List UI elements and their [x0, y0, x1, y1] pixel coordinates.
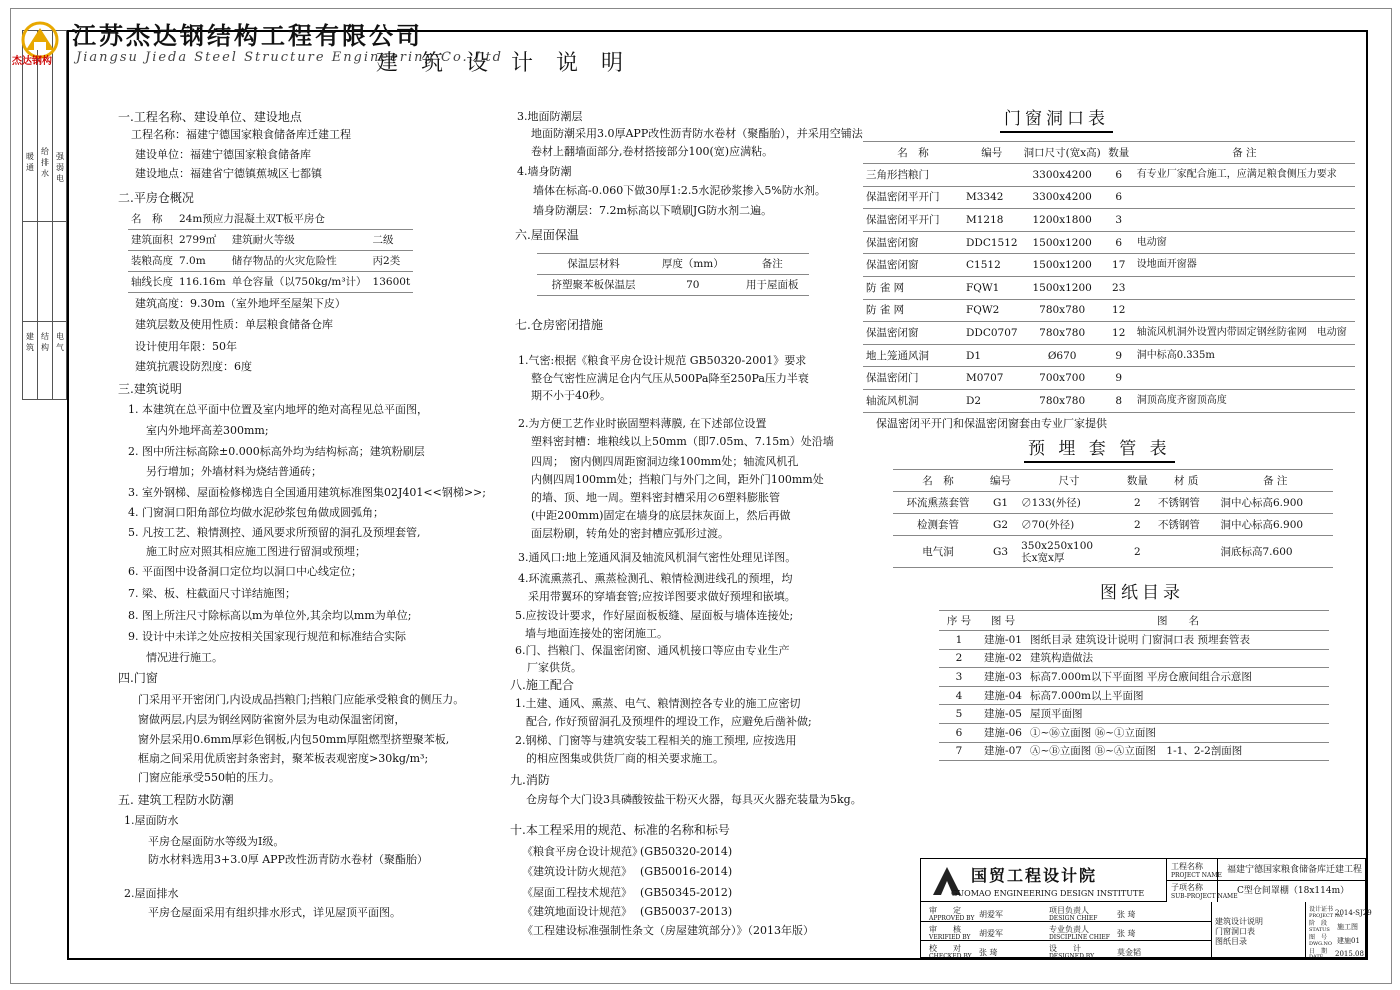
table-cell: 9 [1104, 367, 1134, 390]
table-cell: 建筑面积 [128, 229, 176, 250]
strip-label: 给排水 [41, 147, 49, 178]
signer: 张 琦 [979, 948, 998, 957]
signer: 张 琦 [1117, 929, 1136, 938]
label-en: DWG.NO [1309, 941, 1333, 947]
table-header: 序 号 [939, 611, 979, 631]
table-cell: 不锈钢管 [1155, 492, 1218, 514]
table-cell: 三角形挡粮门 [863, 164, 963, 187]
section-heading: 五. 建筑工程防水防潮 [118, 793, 234, 807]
table-cell: D2 [963, 389, 1021, 412]
table-cell: 洞中心标高6.900 [1218, 514, 1334, 536]
table-cell: 700x700 [1021, 367, 1104, 390]
label: 审 定 [929, 906, 961, 915]
text-line: 内侧四周100mm处；挡粮门与外门之间，距外门100mm处 [531, 473, 824, 486]
section-heading: 二.平房仓概况 [118, 191, 194, 205]
left-sign-strip [22, 30, 67, 400]
table-cell: DDC0707 [963, 322, 1021, 345]
label: 子项名称 [1171, 883, 1203, 892]
text-line: 6.门、挡粮门、保温密闭窗、通风机接口等应由专业生产 [515, 644, 790, 657]
text-line: 四周； 窗内侧四周距窗洞边缘100mm处；轴流风机孔 [531, 455, 799, 468]
label: 专业负责人 [1049, 925, 1089, 934]
table-cell: G3 [983, 536, 1018, 568]
table-header: 保温层材料 [537, 254, 650, 275]
text-line: 防水材料选用3+3.0厚 APP改性沥青防水卷材（聚酯胎） [148, 853, 428, 866]
table-header: 备 注 [1218, 470, 1334, 492]
table-cell: 设地面开窗器 [1134, 254, 1355, 277]
table-cell: 7.0m [176, 250, 229, 271]
signer: 张 琦 [1117, 910, 1136, 919]
table-cell: 6 [1104, 231, 1134, 254]
overview-table [128, 209, 413, 293]
table-cell: 1200x1800 [1021, 209, 1104, 232]
text-line: 1.屋面防水 [124, 814, 179, 827]
door-table-note: 保温密闭平开门和保温密闭窗套由专业厂家提供 [876, 417, 1107, 430]
text-line: 厂家供货。 [527, 661, 582, 674]
table-cell: 2 [939, 649, 979, 668]
table-row [939, 705, 1329, 724]
table-cell: 2799㎡ [176, 229, 229, 250]
text-line: 2. 图中所注标高除±0.000标高外均为结构标高；建筑粉刷层 [128, 445, 425, 458]
text-line: 另行增加；外墙材料为烧结普通砖； [146, 465, 322, 478]
table-cell: 丙2类 [370, 250, 414, 271]
text-line: 配合, 作好预留洞孔及预埋件的埋设工作，应避免后凿补做; [526, 715, 812, 728]
table-row [939, 649, 1329, 668]
table-cell: ①~⑯立面图 ⑯~①立面图 [1027, 723, 1329, 742]
table-cell: 保温密闭窗 [863, 231, 963, 254]
text-line: 4.环流熏蒸孔、熏蒸检测孔、粮情检测进线孔的预埋，均 [518, 572, 793, 585]
section-heading: 3.地面防潮层 [517, 110, 583, 123]
text-line: 2.为方便工艺作业时嵌固塑料薄膜, 在下述部位设置 [518, 417, 767, 430]
text-line: 墙与地面连接处的密闭施工。 [525, 627, 668, 640]
standard-name: 《工程建设标准强制性条文（房屋建筑部分）》（2013年版） [522, 924, 814, 937]
label: 图 号 [1309, 934, 1328, 941]
table-cell: 保温密闭平开门 [863, 209, 963, 232]
label-en: PROJECT No. [1309, 913, 1344, 919]
signer: 胡爱军 [979, 910, 1003, 919]
table-cell: G1 [983, 492, 1018, 514]
standard-code: (GB50016-2014) [640, 865, 733, 878]
insulation-table [537, 253, 809, 296]
table-cell: 12 [1104, 299, 1134, 322]
signer: 莫金韬 [1117, 948, 1141, 957]
table-cell: 标高7.000m以上平面图 [1027, 686, 1329, 705]
text-line: 室内外地坪高差300mm; [146, 424, 269, 437]
section-heading: 一.工程名称、建设单位、建设地点 [118, 110, 302, 124]
section-heading: 六.屋面保温 [515, 228, 579, 242]
table-cell: ∅133(外径) [1018, 492, 1120, 514]
label: 审 核 [929, 925, 961, 934]
table-cell: 23 [1104, 276, 1134, 299]
table-cell [1018, 536, 1120, 568]
table-row [939, 742, 1329, 761]
page-title: 建 筑 设 计 说 明 [376, 51, 631, 76]
table-cell: 70 [650, 275, 735, 296]
strip-label: 强弱电 [56, 152, 64, 183]
table-cell: 6 [1104, 164, 1134, 187]
strip-label: 建筑 [26, 332, 34, 352]
table-row [863, 276, 1355, 299]
table-header: 备 注 [1134, 142, 1355, 164]
table-cell: 3300x4200 [1021, 186, 1104, 209]
text-line: 4. 门窗洞口阳角部位均做水泥砂浆包角做成圆弧角； [128, 506, 384, 519]
text-line: 建筑高度：9.30m（室外地坪至屋架下皮） [135, 297, 346, 310]
table-cell: 780x780 [1021, 389, 1104, 412]
table-cell: 建施-04 [979, 686, 1027, 705]
table-row [863, 367, 1355, 390]
table-cell: 4 [939, 686, 979, 705]
table-header: 数量 [1120, 470, 1155, 492]
table-cell: FQW1 [963, 276, 1021, 299]
title-block [920, 858, 1372, 960]
drawing-no: 建施01 [1337, 937, 1360, 945]
project-no: 2014-SJ29 [1335, 909, 1372, 917]
table-cell: 屋顶平面图 [1027, 705, 1329, 724]
text-line: 5. 凡按工艺、粮情测控、通风要求所预留的洞孔及预埋套管, [128, 526, 421, 539]
date: 2015.08 [1335, 950, 1364, 958]
label: 阶 段 [1309, 920, 1328, 927]
table-cell: 17 [1104, 254, 1134, 277]
table-cell: 建筑耐火等级 [229, 229, 370, 250]
label: 校 对 [929, 944, 961, 953]
table-cell [1134, 209, 1355, 232]
pipe-sleeve-table [893, 469, 1333, 568]
strip-label: 结构 [41, 332, 49, 352]
section-heading: 三.建筑说明 [118, 382, 182, 396]
table-cell: 建施-07 [979, 742, 1027, 761]
section-heading: 八.施工配合 [510, 678, 574, 692]
table-cell: 建施-05 [979, 705, 1027, 724]
text-line: 期不小于40秒。 [531, 389, 611, 402]
table-header: 名 称 [893, 470, 983, 492]
table-cell: 防 雀 网 [863, 276, 963, 299]
institute-name: 国贸工程设计院 [971, 866, 1098, 885]
table-cell: 建施-01 [979, 631, 1027, 650]
table-header: 数量 [1104, 142, 1134, 164]
drawing-content: 图纸目录 [1215, 937, 1247, 946]
table-cell [1134, 299, 1355, 322]
drawing-index-table [939, 610, 1329, 761]
table-cell: FQW2 [963, 299, 1021, 322]
text-line: 窗做两层,内层为钢丝网防雀窗外层为电动保温密闭窗， [138, 713, 406, 726]
label-en: APPROVED BY [929, 915, 975, 922]
text-line: 9. 设计中未详之处应按相关国家现行规范和标准结合实际 [128, 630, 406, 643]
text-line: 地面防潮采用3.0厚APP改性沥青防水卷材（聚酯胎），并采用空铺法 [531, 127, 863, 140]
table-cell: 防 雀 网 [863, 299, 963, 322]
table-row [863, 389, 1355, 412]
text-line: 3.通风口:地上笼通风洞及轴流风机洞气密性处理见详图。 [518, 551, 797, 564]
institute-name-en: GUOMAO ENGINEERING DESIGN INSTITUTE [951, 889, 1145, 898]
table-cell [1134, 276, 1355, 299]
table-cell: Ø670 [1021, 344, 1104, 367]
label: 日 期 [1309, 948, 1328, 955]
text-line: 施工时应对照其相应施工图进行留洞或预埋； [146, 545, 366, 558]
table-cell: 环流熏蒸套管 [893, 492, 983, 514]
text-line: 1. 本建筑在总平面中位置及室内地坪的绝对高程见总平面图， [128, 403, 428, 416]
table-cell: 1 [939, 631, 979, 650]
text-line: 面层粉刷，转角处的密封槽应弧形过渡。 [531, 527, 729, 540]
table-cell: 1500x1200 [1021, 231, 1104, 254]
table-cell [963, 164, 1021, 187]
standard-name: 《建筑地面设计规范》 [522, 905, 632, 918]
text-line: 采用带翼环的穿墙套管;应按详图要求做好预埋和嵌填。 [528, 590, 796, 603]
table-row [863, 254, 1355, 277]
text-line: 7. 梁、板、柱截面尺寸详结施图； [128, 587, 296, 600]
table-cell: 保温密闭窗 [863, 254, 963, 277]
table-cell: 名 称 [128, 209, 176, 229]
drawing-index-title: 图纸目录 [1100, 583, 1184, 603]
text-line: 塑料密封槽：堆粮线以上50mm（即7.05m、7.15m）处沿墙 [531, 435, 834, 448]
table-cell: 标高7.000m以下平面图 平房仓廒间组合示意图 [1027, 668, 1329, 687]
table-cell: 地上笼通风洞 [863, 344, 963, 367]
table-cell: 3300x4200 [1021, 164, 1104, 187]
table-cell: 保温密闭平开门 [863, 186, 963, 209]
text-line: 框扇之间采用优质密封条密封，聚苯板表观密度>30kg/m³; [138, 752, 429, 765]
table-cell: 3 [939, 668, 979, 687]
table-row [939, 723, 1329, 742]
table-cell: 单仓容量（以750kg/m³计） [229, 271, 370, 292]
table-cell: 7 [939, 742, 979, 761]
text-line: 平房仓屋面采用有组织排水形式，详见屋顶平面图。 [148, 906, 401, 919]
text-line: 6. 平面图中设备洞口定位均以洞口中心线定位； [128, 565, 362, 578]
standard-code: (GB50320-2014) [640, 845, 733, 858]
table-cell: 5 [939, 705, 979, 724]
text-line: 整仓气密性应满足仓内气压从500Pa降至250Pa压力半衰 [531, 372, 809, 385]
company-name: 江苏杰达钢结构工程有限公司 [72, 22, 423, 50]
table-cell: 1500x1200 [1021, 276, 1104, 299]
table-cell: 电动窗 [1134, 231, 1355, 254]
label: 工程名称 [1171, 862, 1203, 871]
status: 施工图 [1337, 923, 1358, 931]
section-heading: 四.门窗 [118, 671, 158, 685]
table-cell: 洞中心标高6.900 [1218, 492, 1334, 514]
text-line: 墙体在标高-0.060下做30厚1:2.5水泥砂浆掺入5%防水剂。 [533, 184, 826, 197]
label-en: DATE [1309, 954, 1324, 960]
table-header: 图 号 [979, 611, 1027, 631]
table-cell: 2 [1120, 536, 1155, 568]
table-cell: 6 [1104, 186, 1134, 209]
table-cell: 3 [1104, 209, 1134, 232]
table-row [863, 164, 1355, 187]
table-cell: 1500x1200 [1021, 254, 1104, 277]
text-line: 的相应图集或供货厂商的相关要求施工。 [526, 752, 724, 765]
table-header: 图 名 [1027, 611, 1329, 631]
section-heading: 七.仓房密闭措施 [515, 318, 603, 332]
door-table-title: 门窗洞口表 [1000, 104, 1113, 133]
table-header: 备注 [735, 254, 809, 275]
table-cell: M1218 [963, 209, 1021, 232]
table-row [863, 344, 1355, 367]
pipe-size-unit: 长x宽x厚 [1021, 551, 1065, 564]
table-cell: 780x780 [1021, 299, 1104, 322]
table-header: 尺寸 [1018, 470, 1120, 492]
text-line: 门窗应能承受550帕的压力。 [138, 771, 280, 784]
strip-label: 暖通 [26, 152, 34, 172]
text-line: 建设单位：福建宁德国家粮食储备库 [135, 148, 311, 161]
text-line: 卷材上翻墙面部分,卷材搭接部分100(宽)应满粘。 [531, 145, 774, 158]
text-line: 2.钢梯、门窗等与建筑安装工程相关的施工预埋, 应按选用 [515, 734, 797, 747]
table-cell: 有专业厂家配合施工，应满足粮食侧压力要求 [1134, 164, 1355, 187]
pipe-table-title: 预 埋 套 管 表 [1024, 434, 1175, 463]
text-line: 窗外层采用0.6mm厚彩色钢板,内包50mm厚阻燃型挤塑聚苯板, [138, 733, 450, 746]
table-cell: 图纸目录 建筑设计说明 门窗洞口表 预埋套管表 [1027, 631, 1329, 650]
standard-name: 《屋面工程技术规范》 [522, 886, 632, 899]
label-en: CHECKED BY [929, 953, 972, 960]
table-cell: 保温密闭门 [863, 367, 963, 390]
table-cell: 建施-03 [979, 668, 1027, 687]
text-line: 墙身防潮层：7.2m标高以下喷刷JG防水剂二遍。 [533, 204, 773, 217]
table-cell [1155, 536, 1218, 568]
table-cell: 不锈钢管 [1155, 514, 1218, 536]
text-line: 情况进行施工。 [146, 651, 223, 664]
table-cell: 用于屋面板 [735, 275, 809, 296]
label: 设计证书 [1309, 906, 1334, 913]
section-heading: 十.本工程采用的规范、标准的名称和标号 [510, 823, 730, 837]
table-cell: 装粮高度 [128, 250, 176, 271]
label-en: SUB-PROJECT NAME [1171, 893, 1238, 900]
table-cell: G2 [983, 514, 1018, 536]
table-cell: 挤塑聚苯板保温层 [537, 275, 650, 296]
project-name: 福建宁德国家粮食储备库迁建工程 [1227, 865, 1363, 875]
label-en: STATUS [1309, 927, 1330, 933]
text-line: 8. 图上所注尺寸除标高以m为单位外,其余均以mm为单位; [128, 609, 412, 622]
table-cell: 洞顶高度齐窗顶高度 [1134, 389, 1355, 412]
table-cell [1134, 186, 1355, 209]
table-cell: 轴流风机洞 [863, 389, 963, 412]
table-cell: 储存物品的火灾危险性 [229, 250, 370, 271]
standard-code: (GB50037-2013) [640, 905, 733, 918]
text-line: 平房仓屋面防水等级为Ⅰ级。 [148, 835, 285, 848]
text-line: 1.气密:根据《粮食平房仓设计规范 GB50320-2001》要求 [518, 354, 807, 367]
table-cell: 建施-02 [979, 649, 1027, 668]
door-window-table [863, 141, 1355, 413]
table-cell: M0707 [963, 367, 1021, 390]
table-cell [1134, 367, 1355, 390]
text-line: 工程名称：福建宁德国家粮食储备库迁建工程 [131, 128, 351, 141]
text-line: 2.屋面排水 [124, 887, 179, 900]
table-cell: 24m预应力混凝土双T板平房仓 [176, 209, 413, 229]
table-cell: 8 [1104, 389, 1134, 412]
table-cell: 建筑构造做法 [1027, 649, 1329, 668]
text-line: 3. 室外钢梯、屋面检修梯选自全国通用建筑标准图集02J401<<钢梯>>; [128, 486, 486, 499]
label-en: PROJECT NAME [1171, 872, 1222, 879]
drawing-content: 门窗洞口表 [1215, 927, 1255, 936]
signer: 胡爱军 [979, 929, 1003, 938]
table-cell: DDC1512 [963, 231, 1021, 254]
standard-name: 《粮食平房仓设计规范》 [522, 845, 643, 858]
table-cell: 洞底标高7.600 [1218, 536, 1334, 568]
table-header: 材 质 [1155, 470, 1218, 492]
table-cell: 2 [1120, 514, 1155, 536]
table-cell: 检测套管 [893, 514, 983, 536]
company-name-en: Jiangsu Jieda Steel Structure Engineering Co.,Ltd [76, 50, 503, 65]
text-line: 设计使用年限：50年 [135, 340, 237, 353]
table-row [939, 631, 1329, 650]
table-header: 名 称 [863, 142, 963, 164]
table-row [863, 209, 1355, 232]
text-line: 5.应按设计要求，作好屋面板板缝、屋面板与墙体连接处; [515, 609, 794, 622]
table-cell: 9 [1104, 344, 1134, 367]
table-header: 编号 [983, 470, 1018, 492]
table-cell: 780x780 [1021, 322, 1104, 345]
table-cell: Ⓐ~Ⓑ立面图 Ⓑ~Ⓐ立面图 1-1、2-2剖面图 [1027, 742, 1329, 761]
text-line: 的墙、顶、地一周。塑料密封槽采用∅6塑料膨胀管 [531, 491, 780, 504]
table-cell: 2 [1120, 492, 1155, 514]
table-cell: 保温密闭窗 [863, 322, 963, 345]
text-line: 门采用平开密闭门,内设成品挡粮门;挡粮门应能承受粮食的侧压力。 [138, 693, 465, 706]
table-cell: 二级 [370, 229, 414, 250]
table-cell: 6 [939, 723, 979, 742]
table-cell: 电气洞 [893, 536, 983, 568]
text-line: 1.土建、通风、熏蒸、电气、粮情测控各专业的施工应密切 [515, 697, 801, 710]
table-cell: 轴流风机洞外设置内带固定钢丝防雀网 电动窗 [1134, 322, 1355, 345]
table-row [939, 686, 1329, 705]
text-line: 建筑抗震设防烈度：6度 [135, 360, 252, 373]
table-row [863, 299, 1355, 322]
table-row [939, 668, 1329, 687]
section-heading: 4.墙身防潮 [517, 165, 572, 178]
table-cell: 13600t [370, 271, 414, 292]
table-cell: 116.16m [176, 271, 229, 292]
text-line: 建筑层数及使用性质：单层粮食储备仓库 [135, 318, 333, 331]
table-cell: 轴线长度 [128, 271, 176, 292]
label-en: DESIGN CHIEF [1049, 915, 1098, 922]
standard-name: 《建筑设计防火规范》 [522, 865, 632, 878]
table-header: 编号 [963, 142, 1021, 164]
table-cell: ∅70(外径) [1018, 514, 1120, 536]
table-cell: 洞中标高0.335m [1134, 344, 1355, 367]
label-en: VERIFIED BY [929, 934, 971, 941]
pipe-size: 350x250x100 [1021, 539, 1094, 552]
text-line: (中距200mm)固定在墙身的底层抹灰面上，然后再做 [531, 509, 791, 522]
table-header: 洞口尺寸(宽x高) [1021, 142, 1104, 164]
table-row [863, 186, 1355, 209]
section-heading: 九.消防 [510, 773, 550, 787]
strip-label: 电气 [56, 332, 64, 352]
table-row [863, 322, 1355, 345]
table-header: 厚度（mm） [650, 254, 735, 275]
label: 项目负责人 [1049, 906, 1089, 915]
label: 设 计 [1049, 944, 1081, 953]
label-en: DISCIPLINE CHIEF [1049, 934, 1110, 941]
text-line: 仓房每个大门设3具磷酸铵盐干粉灭火器，每具灭火器充装量为5kg。 [526, 793, 862, 806]
standard-code: (GB50345-2012) [640, 886, 733, 899]
text-line: 建设地点：福建省宁德镇蕉城区七都镇 [135, 167, 322, 180]
table-cell: M3342 [963, 186, 1021, 209]
subproject-name: C型仓间罩棚（18x114m） [1237, 886, 1350, 896]
table-cell: C1512 [963, 254, 1021, 277]
logo-text: 杰达钢构 [12, 56, 52, 67]
table-cell: D1 [963, 344, 1021, 367]
label-en: DESIGNED BY [1049, 953, 1095, 960]
table-cell: 12 [1104, 322, 1134, 345]
drawing-content: 建筑设计说明 [1215, 917, 1263, 926]
table-row [863, 231, 1355, 254]
table-cell: 建施-06 [979, 723, 1027, 742]
